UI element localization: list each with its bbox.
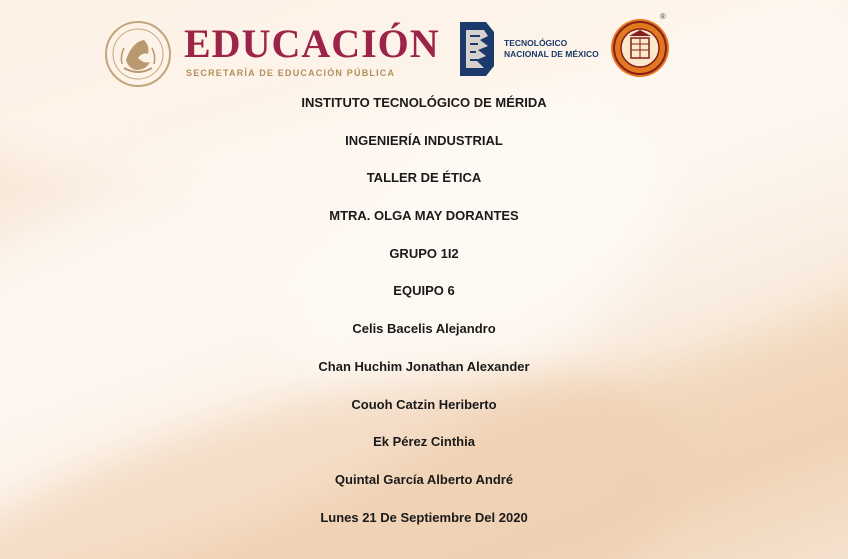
group-label: GRUPO 1I2 [389, 245, 459, 261]
registered-mark: ® [660, 12, 666, 21]
brand-subtitle: SECRETARÍA DE EDUCACIÓN PÚBLICA [186, 68, 396, 78]
career-name: INGENIERÍA INDUSTRIAL [345, 132, 503, 148]
member-name: Couoh Catzin Heriberto [351, 396, 497, 412]
mexico-coat-of-arms-icon [104, 20, 172, 88]
teacher-name: MTRA. OLGA MAY DORANTES [329, 208, 519, 224]
member-name: Chan Huchim Jonathan Alexander [318, 358, 530, 374]
date-label: Lunes 21 De Septiembre Del 2020 [320, 509, 528, 525]
cover-text [0, 93, 848, 545]
institution-name: INSTITUTO TECNOLÓGICO DE MÉRIDA [301, 95, 547, 110]
member-name: Quintal García Alberto André [334, 471, 514, 487]
brand-title: EDUCACIÓN [184, 21, 440, 66]
member-name: Ek Pérez Cinthia [373, 434, 475, 450]
member-name: Celis Bacelis Alejandro [352, 321, 496, 337]
tecnm-wordmark: TECNOLÓGICO NACIONAL DE MÉXICO [504, 38, 599, 59]
itm-seal-icon [609, 14, 671, 80]
team-label: EQUIPO 6 [393, 283, 455, 299]
subject-name: TALLER DE ÉTICA [366, 170, 482, 186]
header-logos [104, 12, 674, 84]
tecnm-logo-icon [456, 18, 498, 80]
